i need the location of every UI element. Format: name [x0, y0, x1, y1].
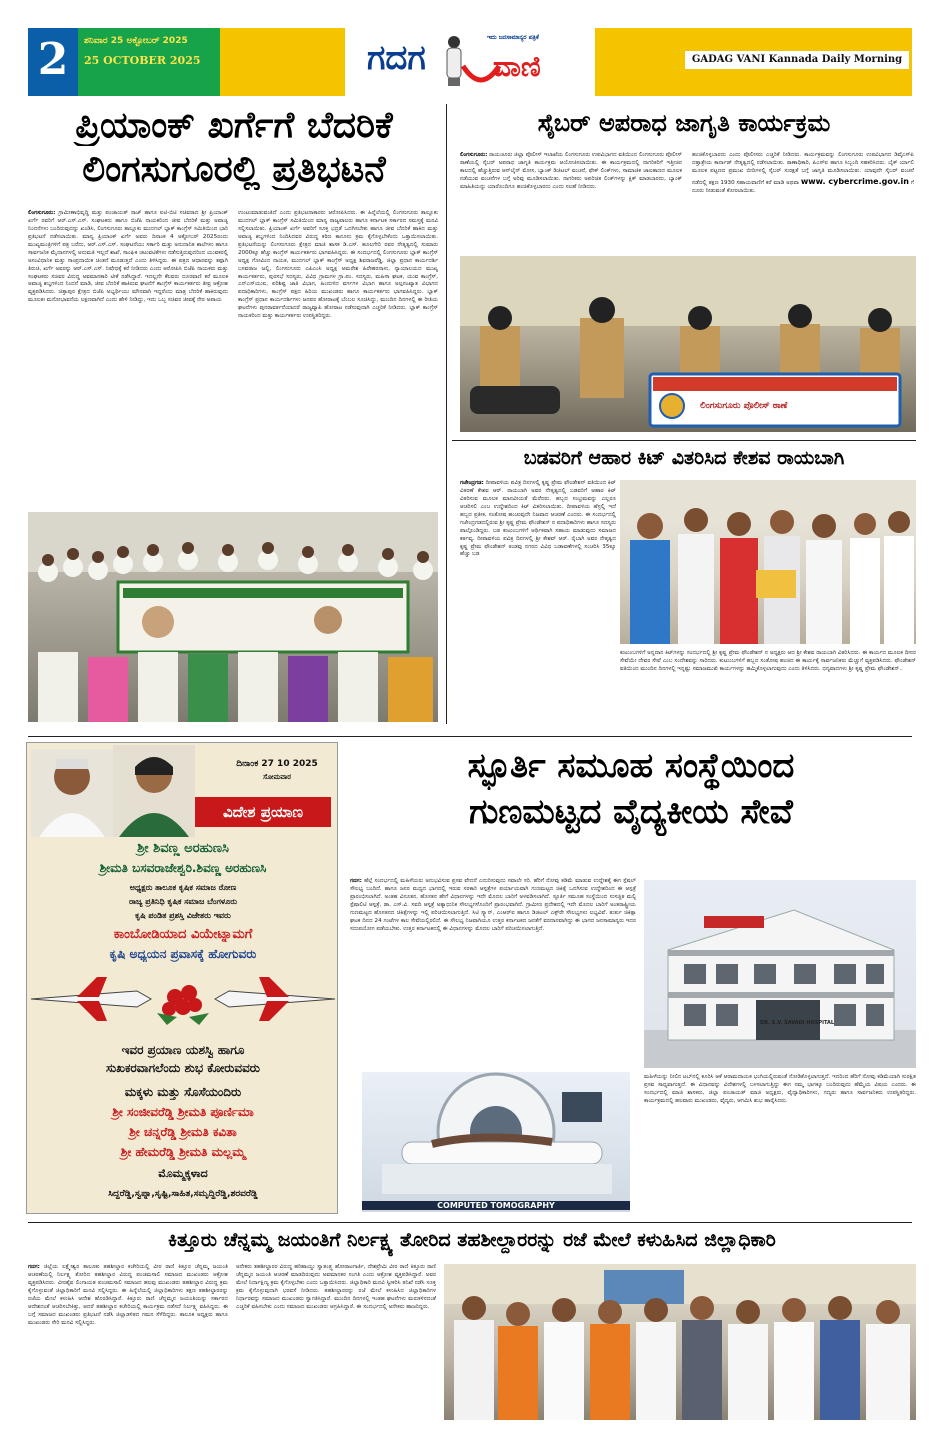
article-tahsildar-col1 [28, 1264, 228, 1420]
advert-grandkids: ಸಿದ್ಧರೆಡ್ಡಿ,ಸ್ವಪ್ನಾ,ಸೃಷ್ಟಿ,ಸಾಹಿತ,ಸಮೃದ್ಧಿರೆಡ್ಡಿ,ಶರವರೆಡ್ಡಿ [108, 1189, 258, 1199]
advert-role3: ಕೃಷಿ ಪಂಡಿತ ಪ್ರಶಸ್ತಿ ವಿಜೇತರು ಇವರು [135, 911, 231, 920]
dateline: ಗಜೇಂದ್ರಗಡ: [460, 480, 484, 486]
article-foodkit-col2 [620, 650, 916, 728]
advert-photo-woman [113, 745, 195, 837]
body-text: ಜಿಲ್ಲೆಯ ಲಕ್ಷ್ಮೇಶ್ವರ ತಾಲೂಕು ತಹಶೀಲ್ದಾರ ಕಚೇರಿಯಲ್ಲಿ ವೀರ ರಾಣಿ ಕಿತ್ತೂರ ಚೆನ್ನಮ್ಮ ಜಯಂತಿ ಆಚರಣೆಯಲ್ಲಿ ನಿರ್ಲಕ್ಷ್ಯ ತೋರಿದ ತಹಶೀಲ್ದಾರ ವಿರುದ್ಧ ಪಂಚಮಸಾಲಿ ಸಮಾಜದ ಮುಖಂಡರು ಆಕ್ರೋಶ ವ್ಯಕ್ತಪಡಿಸಿದರು. ವೀರಶೈವ ಲಿಂಗಾಯತ ಪಂಚಮಸಾಲಿ ಸಮಾಜದ ಹಲವು ಮುಖಂಡರು ತಹಶೀಲ್ದಾರ ವಿರುದ್ಧ ಕ್ರಮ ಕೈಗೊಳ್ಳುವಂತೆ ಜಿಲ್ಲಾಧಿಕಾರಿಗೆ ಮನವಿ ಸಲ್ಲಿಸಿದ್ದರು. ಈ ಹಿನ್ನೆಲೆಯಲ್ಲಿ ಜಿಲ್ಲಾಧಿಕಾರಿಗಳು ತಕ್ಷಣ ತಹಶೀಲ್ದಾರರನ್ನು ರಜೆಯ ಮೇಲೆ ಕಳುಹಿಸಿ ಆದೇಶ ಹೊರಡಿಸಿದ್ದಾರೆ. ಕಿತ್ತೂರು ರಾಣಿ ಚೆನ್ನಮ್ಮನ ಜಯಂತಿಯನ್ನು ಸರ್ಕಾರದ ಆದೇಶದಂತೆ ಆಚರಿಸಬೇಕಿತ್ತು, ಆದರೆ ತಹಶೀಲ್ದಾರ ಕಚೇರಿಯಲ್ಲಿ ಕಾರ್ಯಕ್ರಮ ನಡೆಸದೆ ನಿರ್ಲಕ್ಷ್ಯ ವಹಿಸಿದ್ದರು. ಈ ಬಗ್ಗೆ ಸಮಾಜದ ಮುಖಂಡರು ಪ್ರತಿಭಟನೆ ನಡೆಸಿ ಜಿಲ್ಲಾಡಳಿತದ ಗಮನ ಸೆಳೆದಿದ್ದರು. ತಾಲೂಕ ಅಧ್ಯಕ್ಷರು ಹಾಗೂ ಮುಖಂಡರು ಸೇರಿ ಮನವಿ ಸಲ್ಲಿಸಿದ್ದರು. [28, 1264, 228, 1326]
headline-foodkit: ಬಡವರಿಗೆ ಆಹಾರ ಕಿಟ್ ವಿತರಿಸಿದ ಕೇಶವ ರಾಯಬಾಗಿ [523, 448, 845, 469]
article-tahsildar-col2 [236, 1264, 436, 1420]
article-protest [28, 104, 440, 724]
headline-cyber: ಸೈಬರ್ ಅಪರಾಧ ಜಾಗೃತಿ ಕಾರ್ಯಕ್ರಮ [537, 110, 831, 137]
yellow-band-left [220, 28, 345, 96]
ct-scan-photo [362, 1072, 630, 1212]
body-text: ಗ್ರಾಮೀಣಾಭಿವೃದ್ಧಿ ಮತ್ತು ಪಂಚಾಯತ್ ರಾಜ್ ಹಾಗೂ ಐಟಿ-ಬಿಟಿ ಸಚಿವರಾದ ಶ್ರೀ ಪ್ರಿಯಾಂಕ್ ಖರ್ಗೆ ರವರಿಗೆ ಆರ್.ಎಸ್.ಎಸ್. ಸಂಘಟಕರು ಹಾಗೂ ಬಿಜೆಪಿ ನಾಯಕರಿಂದ ಜೀವ ಬೆದರಿಕೆ ಮತ್ತು ಅವಾಚ್ಯ ನಿಂದನೆಗಳು ಬಂದಿರುವುದನ್ನು ಖಂಡಿಸಿ, ಲಿಂಗಸುಗೂರು ತಾಲ್ಲೂಕು ಮುದಗಲ್ ಬ್ಲಾಕ್ ಕಾಂಗ್ರೆಸ್ ಸಮಿತಿಯಿಂದ ಭಾರಿ ಪ್ರತಿಭಟನೆ ನಡೆಸಲಾಯಿತು. ಮಾನ್ಯ ಪ್ರಿಯಾಂಕ್ ಖರ್ಗೆ ಅವರು ದಿನಾಂಕ 4 ಅಕ್ಟೋಬರ್ 2025ರಂದು ಮುಖ್ಯಮಂತ್ರಿಗಳಿಗೆ ಪತ್ರ ಬರೆದು, ಆರ್.ಎಸ್.ಎಸ್. ಸಂಘಟನೆಯು ಸರ್ಕಾರಿ ಮತ್ತು ಅನುದಾನಿತ ಶಾಲೆಗಳು ಹಾಗೂ ಸಾರ್ವಜನಿಕ ಮೈದಾನಗಳಲ್ಲಿ ಅನುಮತಿ ಇಲ್ಲದೆ ಶಾಖೆ, ಸಾಂಘಿಕ ಚಟುವಟಿಕೆಗಳು ನಡೆಸುತ್ತಿರುವುದರಿಂದ ಯುವಕರಲ್ಲಿ ಅಸಂವಿಧಾನಿಕ ಮತ್ತು ಸಾಂಪ್ರದಾಯಿಕ ಚಿಂತನೆ ಮೂಡುತ್ತದೆ ಎಂದು ತಿಳಿಸಿದ್ದರು. ಈ ಪತ್ರದ ಆಧಾರವನ್ನು ತಪ್ಪಾಗಿ ತಿರುಚಿ, ಖರ್ಗೆ ಅವರನ್ನು ಆರ್.ಎಸ್.ಎಸ್. ನಿಷೇಧಕ್ಕೆ ಕರೆ ನೀಡಿದರು ಎಂದು ಆರೋಪಿಸಿ ಬಿಜೆಪಿ ನಾಯಕರು ಮತ್ತು ಸಂಘಟಕರು ಸಚಿವರ ವಿರುದ್ಧ ಅವಮಾನಕಾರಿ ಟೀಕೆ ನಡೆಸಿದ್ದಾರೆ. ಇದಲ್ಲದೇ ಕೆಲವರು ದೂರವಾಣಿ ಕರೆ ಮೂಲಕ ಅವಾಚ್ಯ ಶಬ್ದಗಳಿಂದ ನಿಂದನೆ ಮಾಡಿ, ಜೀವ ಬೆದರಿಕೆ ಹಾಕಿರುವ ಘಟನೆಗೆ ಕಾಂಗ್ರೆಸ್ ಕಾರ್ಯಕರ್ತರು ತೀವ್ರ ಆಕ್ರೋಶ ವ್ಯಕ್ತಪಡಿಸಿದರು. ಚಿತ್ತಾಪುರ ಕ್ಷೇತ್ರದ ಬಿಜೆಪಿ ಅಭ್ಯರ್ಥಿಯು ಮೌನವಾಗಿ ಇದ್ದರೆಂದು ಮಾತ್ರ ಬೆದರಿಕೆ ಹಾಕಿರುವುದು ಮೂಲತಃ ಮನೋಭಾವನೆಯ ಲಕ್ಷಣವಾಗಿದೆ ಎಂದು ಹೇಳಿ ನೀಡಿದ್ದು, ಇದು ಒಬ್ಬ ಸಚಿವರ ಜೀವಕ್ಕೆ ನೇರ ಅಪಾಯ [28, 210, 228, 304]
masthead [28, 28, 912, 96]
dateline: ಲಿಂಗಸುಗೂರು: [28, 210, 56, 216]
body-text: ರಾಯಚೂರು ಜಿಲ್ಲಾ ಪೊಲೀಸ್ ಇಲಾಖೆಯ ಲಿಂಗಸುಗೂರು ಉಪವಿಭಾಗದ ವತಿಯಿಂದ ಲಿಂಗಸುಗೂರು ಪೊಲೀಸ್ ಠಾಣೆಯಲ್ಲಿ ಸೈಬರ್ ಅಪರಾಧ ಜಾಗೃತಿ ಕಾರ್ಯಕ್ರಮ ಆಯೋಜಿಸಲಾಯಿತು. ಈ ಕಾರ್ಯಕ್ರಮದಲ್ಲಿ ನಾಗರಿಕರಿಗೆ ಇತ್ತೀಚಿನ ಕಾಲದಲ್ಲಿ ಹೆಚ್ಚುತ್ತಿರುವ ಆನ್‌ಲೈನ್ ಮೋಸ, ಬ್ಯಾಂಕ್ ಡಿಜಿಟಲ್ ವಂಚನೆ, ಫೇಕ್ ಲಿಂಕ್‌ಗಳು, ಸಾಮಾಜಿಕ ಜಾಲತಾಣದ ಮೂಲಕ ನಡೆಯುವ ವಂಚನೆಗಳ ಬಗ್ಗೆ ಅರಿವು ಮೂಡಿಸಲಾಯಿತು. ನಾಗರಿಕರು ಅಪರಿಚಿತ ಲಿಂಕ್‌ಗಳನ್ನು ಕ್ಲಿಕ್ ಮಾಡಬಾರದು, ಬ್ಯಾಂಕ್ ಮಾಹಿತಿಯನ್ನು ಯಾರೊಂದಿಗೂ ಹಂಚಿಕೊಳ್ಳಬಾರದು ಎಂದು ಸಲಹೆ ನೀಡಿದರು. [460, 152, 682, 190]
advert-date-line2: ಸೋಮವಾರ [263, 773, 291, 781]
advert-country: ಕಾಂಬೋಡಿಯಾದ ವಿಯೇಟ್ನಾಮಗೆ [113, 927, 253, 942]
column-divider [446, 104, 447, 724]
advert-wish1: ಇವರ ಪ್ರಯಾಣ ಯಶಸ್ವಿ ಹಾಗೂ [121, 1043, 245, 1057]
advert-name1: ಶ್ರೀ ಶಿವಣ್ಣ ಅರಹುಣಸಿ [137, 841, 229, 856]
dateline: ಗದಗ: [350, 878, 362, 884]
headline-protest-line2: ಲಿಂಗಸುಗೂರಲ್ಲಿ ಪ್ರತಿಭಟನೆ [82, 150, 386, 190]
advert-banner-text: ವಿದೇಶ ಪ್ರಯಾಣ [223, 803, 303, 821]
article-cyber [452, 104, 916, 434]
advert-family1: ಶ್ರೀ ಸಂಜೀವರೆಡ್ಡಿ ಶ್ರೀಮತಿ ಪೂರ್ಣಿಮಾ [112, 1105, 254, 1119]
section-divider [28, 1222, 912, 1223]
advert-family2: ಶ್ರೀ ಚನ್ನರೆಡ್ಡಿ ಶ್ರೀಮತಿ ಕವಿತಾ [129, 1125, 237, 1139]
cybercrime-website: www. cybercrime.gov.in [800, 176, 909, 186]
advert-foreign-trip [26, 742, 338, 1214]
logo-text-right: ವಾಣಿ [493, 50, 541, 83]
page-number-box [28, 28, 78, 96]
headline-tahsildar: ಕಿತ್ತೂರು ಚೆನ್ನಮ್ಮ ಜಯಂತಿಗೆ ನಿರ್ಲಕ್ಷ್ಯ ತೋರಿದ ತಹಶೀಲ್ದಾರರನ್ನು ರಜೆ ಮೇಲೆ ಕಳುಹಿಸಿದ ಜಿಲ್ಲಾಧಿಕಾರಿ [168, 1230, 776, 1251]
advert-photo-man [31, 749, 113, 837]
date-english: 25 OCTOBER 2025 [84, 54, 201, 67]
advert-family-heading: ಮಕ್ಕಳು ಮತ್ತು ಸೊಸೆಯಂದಿರು [124, 1085, 242, 1099]
article-foodkit-col1 [460, 480, 616, 728]
airplane-icon [31, 977, 151, 1021]
article-foodkit [452, 444, 916, 730]
hospital-sign: DR. S.V. SAVADI HOSPITAL [760, 1020, 835, 1026]
advert-role1: ಅಧ್ಯಕ್ಷರು ತಾಲೂಕ ಕೃಷಿಕ ಸಮಾಜ ರೋಣ [129, 883, 237, 892]
article-hospital-col2 [644, 1074, 916, 1212]
section-divider [28, 736, 912, 737]
article-cyber-col2 [692, 152, 914, 252]
airplane-icon [215, 977, 335, 1021]
advert-family3: ಶ್ರೀ ಹೇಮರೆಡ್ಡಿ ಶ್ರೀಮತಿ ಮಲ್ಲಮ್ಮ [120, 1145, 246, 1159]
body-text: ಹಂಚಿಕೊಳ್ಳಬಾರದು ಎಂದು ಪೊಲೀಸರು ಎಚ್ಚರಿಕೆ ನೀಡಿದರು. ಕಾರ್ಯಕ್ರಮವನ್ನು ಲಿಂಗಸುಗೂರು ಉಪವಿಭಾಗದ ಡಿವೈಎಸ್‌ಪಿ ದತ್ತಾತ್ರೇಯ ಕಾರ್ನಾಡ್ ನೇತೃತ್ವದಲ್ಲಿ ನಡೆಸಲಾಯಿತು. ಠಾಣಾಧಿಕಾರಿ, ಪಿಎಸ್‌ಐ ಹಾಗೂ ಸಿಬ್ಬಂದಿ ಸಹಕರಿಸಿದರು. ಬೈಕ್ ರ್ಯಾಲಿ ಮೂಲಕ ಪಟ್ಟಣದ ಪ್ರಮುಖ ಬೀದಿಗಳಲ್ಲಿ ಸೈಬರ್ ಸುರಕ್ಷತೆ ಬಗ್ಗೆ ಜಾಗೃತಿ ಮೂಡಿಸಲಾಯಿತು. ಯಾವುದೇ ಸೈಬರ್ ವಂಚನೆ ನಡೆದಲ್ಲಿ ತಕ್ಷಣ 1930 ಸಹಾಯವಾಣಿಗೆ ಕರೆ ಮಾಡಿ ಅಥವಾ [692, 152, 914, 186]
date-box [78, 28, 220, 96]
body-text: ಕುಟುಂಬಗಳಿಗೆ ಅನ್ನದಾನ ಕಿಟ್‌ಗಳನ್ನು ಸಂದರ್ಭದಲ್ಲಿ ಶ್ರೀ ಕೃಷ್ಣ ಪ್ರೇಮ ಫೌಂಡೇಶನ್ ನ ಅಧ್ಯಕ್ಷರು ಆದ ಶ್ರೀ ಕೇಶವ ರಾಯಬಾಗಿ ವಿತರಿಸಿದರು. ಈ ಕಾರ್ಯದ ಮೂಲಕ ದೀನರ ಸೇವೆಯೇ ದೇವರ ಸೇವೆ ಎಂಬ ಸಂದೇಶವನ್ನು ಸಾರಿದರು. ಕುಟುಂಬಗಳಿಗೆ ಹಬ್ಬದ ಸಂತೋಷ ಹಂಚಿದ ಈ ಕಾರ್ಯಕ್ಕೆ ಸಾರ್ವಜನಿಕರು ಮೆಚ್ಚುಗೆ ವ್ಯಕ್ತಪಡಿಸಿದರು. ಫೌಂಡೇಶನ್ ವತಿಯಿಂದ ಮುಂದಿನ ದಿನಗಳಲ್ಲಿ ಇನ್ನಷ್ಟು ಸಮಾಜಮುಖಿ ಕಾರ್ಯಗಳನ್ನು ಹಮ್ಮಿಕೊಳ್ಳಲಾಗುವುದು ಎಂದು ತಿಳಿಸಿದರು. ಧನ್ಯವಾದಗಳು ಶ್ರೀ ಕೃಷ್ಣ ಪ್ರೇಮ ಫೌಂಡೇಶನ್.. [620, 650, 916, 672]
tagline: ಇದು ಜನಸಾಮಾನ್ಯರ ಪತ್ರಿಕೆ [487, 34, 539, 41]
body-text: ದೀಪಾವಳಿಯ ಪವಿತ್ರ ದಿನಗಳಲ್ಲಿ ಕೃಷ್ಣ ಪ್ರೇಮ ಫೌಂಡೇಶನ್ ವತಿಯಿಂದ ಕಿಟ್ ವಿತರಣೆ ಕೇಶವ ಆರ್. ರಾಯಬಾಗಿ ಅವರ ನೇತೃತ್ವದಲ್ಲಿ ಬಡವರಿಗೆ ಆಹಾರ ಕಿಟ್ ವಿತರಿಸುವ ಮೂಲಕ ಮಾನವೀಯತೆ ಮೆರೆದರು. ಹಬ್ಬದ ಸಂಭ್ರಮವನ್ನು ಎಲ್ಲರೂ ಆಚರಿಸಲಿ ಎಂಬ ಉದ್ದೇಶದಿಂದ ಕಿಟ್ ವಿತರಿಸಲಾಯಿತು. ದೀಪಾವಳಿಯ ಹೆಸ್ರಲ್ಲಿ ಇದೆ ಹಬ್ಬದ ಪ್ರತೀಕ, ಸಂತೋಷ ಹಂಚುವುದೇ ನಿಜವಾದ ಆಚರಣೆ ಎಂದರು. ಈ ಸಂದರ್ಭದಲ್ಲಿ ಗಜೇಂದ್ರಗಡದಲ್ಲಿರುವ ಶ್ರೀ ಕೃಷ್ಣ ಪ್ರೇಮ ಫೌಂಡೇಶನ್ ನ ಪದಾಧಿಕಾರಿಗಳು ಹಾಗೂ ಸದಸ್ಯರು ಪಾಲ್ಗೊಂಡಿದ್ದರು. ಬಡ ಕುಟುಂಬಗಳಿಗೆ ಆರ್ಥಿಕವಾಗಿ ಸಹಾಯ ಮಾಡುವುದು ಸಮಾಜದ ಕರ್ತವ್ಯ. ದೀಪಾವಳಿಯ ಪವಿತ್ರ ದಿನಗಳಲ್ಲಿ ಶ್ರೀ ಕೇಶವ್ ಆರ್. ರೈಬಾಗಿ ಅವರ ನೇತೃತ್ವದ ಕೃಷ್ಣ ಪ್ರೇಮ ಫೌಂಡೇಶನ್ ತಂಡವು ನಗರದ ವಿವಿಧ ಬಡಾವಣೆಗಳಲ್ಲಿ ಸಂಚರಿಸಿ 35ಕ್ಕೂ ಹೆಚ್ಚು ಬಡ [460, 480, 616, 558]
paper-name: GADAG VANI Kannada Daily Morning [691, 54, 903, 65]
headline-hospital-line1: ಸ್ಫೂರ್ತಿ ಸಮೂಹ ಸಂಸ್ಥೆಯಿಂದ [467, 748, 795, 786]
body-text: ಮಹಿಳೆಯನ್ನು ನೀಲಿನ ಟಬ್‌ನಲ್ಲಿ ಕೂರಿಸಿ ಆಕೆ ಆರಾಮದಾಯಕ ಭಂಗಿಯಲ್ಲಿರುವಂತೆ ನೋಡಿಕೊಳ್ಳಲಾಗುತ್ತದೆ. ಇದರಿಂದ ಹೆರಿಗೆ ನೋವು ಕಡಿಮೆಯಾಗಿ ಸುರಕ್ಷಿತ ಪ್ರಸವ ಸಾಧ್ಯವಾಗುತ್ತದೆ. ಈ ವಿಧಾನವನ್ನು ವಿದೇಶಗಳಲ್ಲಿ ಬಳಸಲಾಗುತ್ತಿದ್ದು ಈಗ ನಮ್ಮ ಭಾಗಕ್ಕೂ ಬಂದಿರುವುದು ಹೆಮ್ಮೆಯ ವಿಷಯ ಎಂದರು. ಈ ಸಂದರ್ಭದಲ್ಲಿ ಮಾಜಿ ಶಾಸಕರು, ಜಿಲ್ಲಾ ಪಂಚಾಯತ್ ಮಾಜಿ ಅಧ್ಯಕ್ಷರು, ವೈದ್ಯಾಧಿಕಾರಿಗಳು, ಗಣ್ಯರು ಹಾಗೂ ಸಾರ್ವಜನಿಕರು ಉಪಸ್ಥಿತರಿದ್ದರು. ಕಾರ್ಯಕ್ರಮದಲ್ಲಿ ಹಲವಾರು ಮುಖಂಡರು, ವೈದ್ಯರು, ಆಗಮಿಸಿ ಶುಭ ಹಾರೈಸಿದರು. [644, 1074, 916, 1104]
dateline: ಗದಗ: [28, 1264, 40, 1270]
body-text: ಹೆಲ್ಗೆ ಸಂದರ್ಭದಲ್ಲಿ ಮಹಿಳೆಯರು ಅನುಭವಿಸುವ ಪ್ರಸವ ವೇದನೆ ಎದುರಿಸುವುದು ಸವಾಲೇ ಸರಿ. ಹೆರಿಗೆ ನೋವು ಕಡಿಮೆ ಮಾಡುವ ಉದ್ದೇಶಕ್ಕೆ ಈಗ ಸ್ಪೆಷಲ್ ಸೌಲಭ್ಯ ಬಂದಿದೆ. ಹಾಗೂ ಜನರ ಮಧ್ಯದ ಭಾಗದಲ್ಲಿ ಇರುವ ಸರಕಾರಿ ಆಸ್ಪತ್ರೆಗಳ ಪರ್ಯಾಯವಾಗಿ ಗುಣಮಟ್ಟದ ಚಿಕಿತ್ಸೆ ಒದಗಿಸುವ ಉದ್ದೇಶದಿಂದ ಈ ಆಸ್ಪತ್ರೆ ಪ್ರಾರಂಭಿಸಲಾಗಿದೆ. ಅಂತಹ ವಿನೂತನ, ಹೊಸತನ ಹೇಗೆ ವಿಧಾನಗಳನ್ನು ಇದೇ ಮೊದಲ ಬಾರಿಗೆ ಅಳವಡಿಸಲಾಗಿದೆ. ಸ್ಫೂರ್ತಿ ಸಮೂಹ ಸಂಸ್ಥೆಯಿಂದ ಸುಸಜ್ಜಿತ ಮಲ್ಟಿ ಸ್ಪೆಷಾಲಿಟಿ ಆಸ್ಪತ್ರೆ, ಡಾ. ಎಸ್.ವಿ. ಸವದಿ ಆಸ್ಪತ್ರೆ ಅತ್ಯಾಧುನಿಕ ಸೌಲಭ್ಯಗಳೊಂದಿಗೆ ಪ್ರಾರಂಭವಾಗಿದೆ. ಗ್ರಾಮೀಣ ಪ್ರದೇಶದಲ್ಲಿ ಇದೇ ಮೊದಲ ಬಾರಿಗೆ ಅಂತರಾಷ್ಟ್ರೀಯ ಗುಣಮಟ್ಟದ ಹೊಸತನದ ಚಿಕಿತ್ಸೆಗಳನ್ನು ಇಲ್ಲಿ ಪರಿಚಯಿಸಲಾಗುತ್ತಿದೆ. ಸಿಟಿ ಸ್ಕ್ಯಾನ್, ಎಂಆರ್‌ಐ ಹಾಗೂ ಡಿಜಿಟಲ್ ಎಕ್ಸ್‌ರೇ ಸೌಲಭ್ಯಗಳು ಲಭ್ಯವಿವೆ. ತುರ್ತು ಚಿಕಿತ್ಸಾ ಘಟಕ ದಿನದ 24 ಗಂಟೆಗಳ ಕಾಲ ಸೇವೆಯಲ್ಲಿರಲಿದೆ. ಈ ಸೌಲಭ್ಯ ನಿಜವಾಗಿಯೂ ಉತ್ತರ ಕರ್ನಾಟಕದ ಜನತೆಗೆ ವರದಾನವಾಗಿದ್ದು ಈ ಭಾಗದ ಜನಸಾಮಾನ್ಯರು ಇದರ ಸದುಪಯೋಗ ಪಡೆಯಬೇಕು. ಉತ್ತರ ಕರ್ನಾಟಕದಲ್ಲಿ ಈ ವಿಧಾನಗಳನ್ನು ಮೊದಲ ಬಾರಿಗೆ ಪರಿಚಯಿಸಲಾಗುತ್ತಿದೆ. [350, 878, 636, 932]
tahsildar-photo [444, 1264, 916, 1420]
logo-text-left: ಗದಗ [367, 38, 426, 78]
advert-purpose: ಕೃಷಿ ಅಧ್ಯಯನ ಪ್ರವಾಸಕ್ಕೆ ಹೋಗುವರು [109, 947, 257, 961]
foodkit-photo [620, 480, 916, 644]
logo [345, 28, 595, 96]
page-number: 2 [37, 34, 69, 85]
advert-grandkids-heading: ಮೊಮ್ಮಕ್ಕಳಾದ [158, 1167, 208, 1180]
hospital-building-photo [644, 880, 916, 1068]
article-hospital [346, 742, 916, 1214]
body-text: ಗೆ ದೂರು ನೀಡುವಂತೆ ಕೋರಲಾಯಿತು. [692, 179, 914, 194]
headline-protest-line1: ಪ್ರಿಯಾಂಕ್ ಖರ್ಗೆಗೆ ಬೆದರಿಕೆ [75, 106, 393, 146]
advert-wish2: ಸುಖಕರವಾಗಲೆಂದು ಶುಭ ಕೋರುವವರು [106, 1061, 260, 1075]
yellow-band-right [595, 28, 912, 96]
date-kannada: ಶನಿವಾರ 25 ಅಕ್ಟೋಬರ್ 2025 [84, 36, 188, 46]
police-banner-text: ಲಿಂಗಸುಗೂರು ಪೊಲೀಸ್ ಠಾಣೆ [700, 401, 788, 411]
advert-airplanes [27, 969, 338, 1041]
dateline: ಲಿಂಗಸುಗೂರು: [460, 152, 488, 158]
body-text: ಅನೇಕರು ತಹಶೀಲ್ದಾರರ ವಿರುದ್ಧ ಹರಿಹಾಯ್ದು ಸ್ವಾತಂತ್ರ್ಯ ಹೋರಾಟಗಾರ್ತಿ, ದೇಶಪ್ರೇಮಿ ವೀರ ರಾಣಿ ಕಿತ್ತೂರು ರಾಣಿ ಚೆನ್ನಮ್ಮನ ಜಯಂತಿ ಆಚರಣೆ ಮಾಡದಿರುವುದು ಅವಮಾನಕರ ಸಂಗತಿ ಎಂದು ಆಕ್ರೋಶ ವ್ಯಕ್ತಪಡಿಸಿದ್ದಾರೆ. ಅವರ ಮೇಲೆ ನಿರ್ದಾಕ್ಷಿಣ್ಯ ಕ್ರಮ ಕೈಗೊಳ್ಳಬೇಕು ಎಂದು ಒತ್ತಾಯಿಸಿದರು. ಜಿಲ್ಲಾಧಿಕಾರಿ ಮನವಿ ಸ್ವೀಕರಿಸಿ ತನಿಖೆ ನಡೆಸಿ ಸೂಕ್ತ ಕ್ರಮ ಕೈಗೊಳ್ಳುವುದಾಗಿ ಭರವಸೆ ನೀಡಿದರು. ತಹಶೀಲ್ದಾರರನ್ನು ರಜೆ ಮೇಲೆ ಕಳುಹಿಸಿದ ಜಿಲ್ಲಾಧಿಕಾರಿಗಳ ನಿರ್ಧಾರವನ್ನು ಸಮಾಜದ ಮುಖಂಡರು ಸ್ವಾಗತಿಸಿದ್ದಾರೆ. ಮುಂದಿನ ದಿನಗಳಲ್ಲಿ ಇಂತಹ ಘಟನೆಗಳು ಮರುಕಳಿಸದಂತೆ ಎಚ್ಚರಿಕೆ ವಹಿಸಬೇಕು ಎಂದು ಸಮಾಜದ ಮುಖಂಡರು ಆಗ್ರಹಿಸಿದ್ದಾರೆ. ಈ ಸಂದರ್ಭದಲ್ಲಿ ಅನೇಕರು ಹಾಜರಿದ್ದರು. [236, 1264, 436, 1310]
advert-name2: ಶ್ರೀಮತಿ ಬಸವರಾಜೇಶ್ವರಿ.ಶಿವಣ್ಣ ಅರಹುಣಸಿ [99, 861, 267, 875]
section-divider [452, 440, 916, 441]
headline-hospital-line2: ಗುಣಮಟ್ಟದ ವೈದ್ಯಕೀಯ ಸೇವೆ [469, 794, 793, 832]
advert-banner [195, 797, 331, 827]
article-tahsildar [28, 1226, 916, 1422]
advert-role2: ರಾಜ್ಯ ಪ್ರತಿನಿಧಿ ಕೃಷಿಕ ಸಮಾಜ ಬೆಂಗಳೂರು [128, 897, 238, 906]
advert-date-line1: ದಿನಾಂಕ 27 10 2025 [236, 759, 318, 769]
paper-name-box [685, 51, 909, 69]
police-rally-photo [460, 256, 916, 432]
body-text: ಉಂಟುಮಾಡುವಂತಿದೆ ಎಂದು ಪ್ರತಿಭಟನಾಕಾರರು ಆರೋಪಿಸಿದರು. ಈ ಹಿನ್ನೆಲೆಯಲ್ಲಿ ಲಿಂಗಸುಗೂರು ತಾಲ್ಲೂಕು ಮುದಗಲ್ ಬ್ಲಾಕ್ ಕಾಂಗ್ರೆಸ್ ಸಮಿತಿಯಿಂದ ಮಾನ್ಯ ರಾಜ್ಯಪಾಲರು ಹಾಗೂ ಕರ್ನಾಟಕ ಸರ್ಕಾರದ ಸಮಸ್ತಕ್ಕೆ ಮನವಿ ಸಲ್ಲಿಸಲಾಯಿತು. ಪ್ರಿಯಾಂಕ್ ಖರ್ಗೆ ಅವರಿಗೆ ಸೂಕ್ತ ಭದ್ರತೆ ಒದಗಿಸಬೇಕು ಹಾಗೂ ಜೀವ ಬೆದರಿಕೆ ಹಾಕಿದ ಮತ್ತು ಅವಾಚ್ಯ ಶಬ್ದಗಳಿಂದ ನಿಂದಿಸಿದವರ ವಿರುದ್ಧ ಕಠಿಣ ಕಾನೂನು ಕ್ರಮ ಕೈಗೊಳ್ಳಬೇಕೆಂದು ಒತ್ತಾಯಿಸಲಾಯಿತು. ಪ್ರತಿಭಟನೆಯನ್ನು ಲಿಂಗಸುಗೂರು ಕ್ಷೇತ್ರದ ಮಾಜಿ ಶಾಸಕ ಡಿ.ಎಸ್. ಹೂಲಗೇರಿ ರವರ ನೇತೃತ್ವದಲ್ಲಿ ಸುಮಾರು 2000ಕ್ಕೂ ಹೆಚ್ಚು ಕಾಂಗ್ರೆಸ್ ಕಾರ್ಯಕರ್ತರು ಭಾಗವಹಿಸಿದ್ದರು. ಈ ಸಂದರ್ಭದಲ್ಲಿ ಲಿಂಗಸುಗೂರು ಬ್ಲಾಕ್ ಕಾಂಗ್ರೆಸ್ ಅಧ್ಯಕ್ಷ ಗೋವಿಂದ ನಾಯಕ, ಮುದಗಲ್ ಬ್ಲಾಕ್ ಕಾಂಗ್ರೆಸ್ ಅಧ್ಯಕ್ಷ ಶಿವರಾಜರೆಡ್ಡಿ, ಜಿಲ್ಲಾ ಪ್ರಧಾನ ಕಾರ್ಯದರ್ಶಿ ಬಸವರಾಜ ಜಲ್ಲಿ, ಲಿಂಗಸುಗೂರು ಎಪಿಎಂಸಿ ಅಧ್ಯಕ್ಷ ಅಮರೇಶ ಹಿರೇಹರನಾಳು, ನ್ಯಾಯಾಲಯದ ಮುಖ್ಯ ಕಾರ್ಯಕರ್ತರು, ಪುರಸಭೆ ಸದಸ್ಯರು, ವಿವಿಧ ಗ್ರಾಮಗಳ ಗ್ರಾ.ಪಂ. ಸದಸ್ಯರು, ಮಹಿಳಾ ಘಟಕ, ಯುವ ಕಾಂಗ್ರೆಸ್, ಎನ್‌ಎಸ್‌ಯುಐ, ಪರಿಶಿಷ್ಟ ಜಾತಿ ವಿಭಾಗ, ಹಿಂದುಳಿದ ವರ್ಗಗಳ ವಿಭಾಗ ಹಾಗೂ ಅಲ್ಪಸಂಖ್ಯಾತ ವಿಭಾಗದ ಪದಾಧಿಕಾರಿಗಳು, ಕಾಂಗ್ರೆಸ್ ಪಕ್ಷದ ಹಿರಿಯ ಮುಖಂಡರು ಹಾಗೂ ಕಾರ್ಯಕರ್ತರು ಭಾಗವಹಿಸಿದ್ದರು. ಬ್ಲಾಕ್ ಕಾಂಗ್ರೆಸ್ ಪ್ರಧಾನ ಕಾರ್ಯದರ್ಶಿಗಳು ಜನಪರ ಹೋರಾಟಕ್ಕೆ ಬೆಂಬಲ ಸೂಚಿಸಿದ್ದು, ಮುಂದಿನ ದಿನಗಳಲ್ಲಿ ಈ ರೀತಿಯ ಘಟನೆಗಳು ಪುನರಾವರ್ತನೆಯಾದರೆ ರಾಜ್ಯವ್ಯಾಪಿ ಹೋರಾಟ ನಡೆಸುವುದಾಗಿ ಎಚ್ಚರಿಕೆ ನೀಡಿದರು. ಬ್ಲಾಕ್ ಕಾಂಗ್ರೆಸ್ ನಾಯಕರಿಂದ ಮತ್ತು ಕಾರ್ಯಕರ್ತರು ಉಪಸ್ಥಿತರಿದ್ದರು. [238, 210, 438, 320]
ct-scan-caption: COMPUTED TOMOGRAPHY [362, 1201, 630, 1210]
article-cyber-col1 [460, 152, 682, 252]
protest-photo [28, 512, 438, 722]
